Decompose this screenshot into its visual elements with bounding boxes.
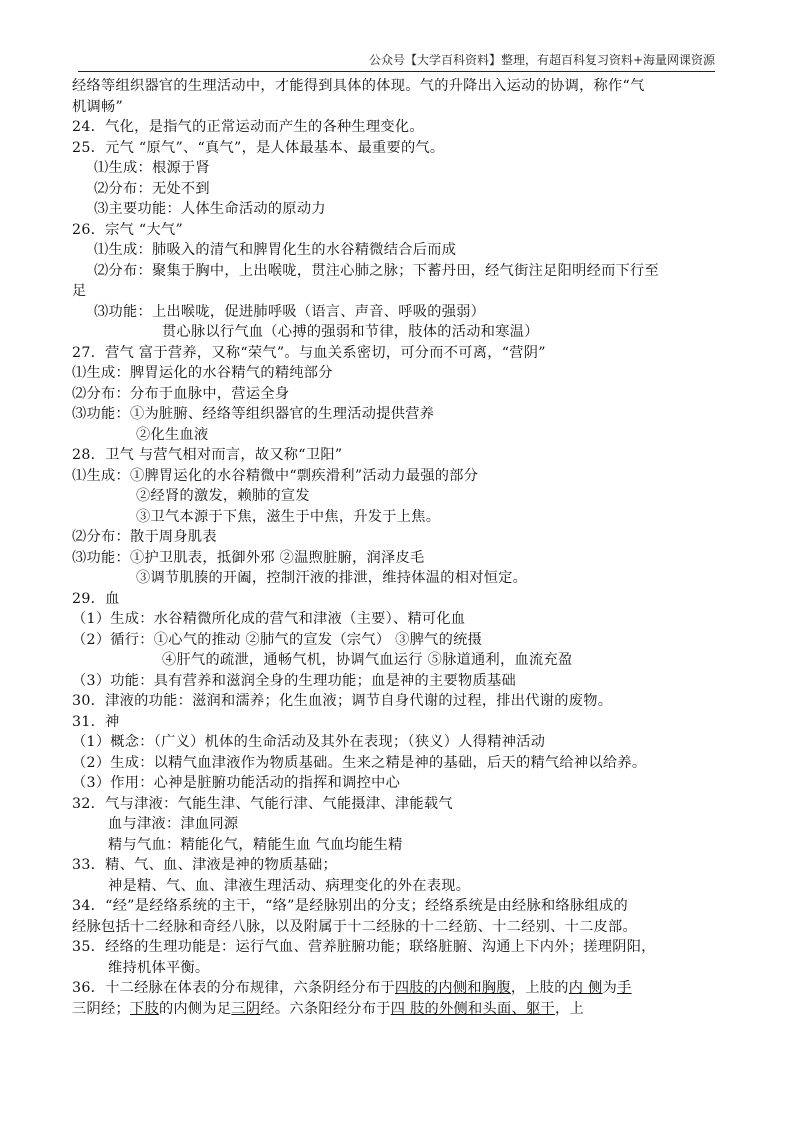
page-header <box>78 52 715 72</box>
item-31: 31．神 <box>72 713 120 730</box>
document-body <box>72 76 720 1019</box>
text-line: 维持机体平衡。 <box>108 959 210 976</box>
item-26: 26．宗气 “大气” <box>72 221 184 238</box>
text-line: 血与津液：津血同源 <box>108 816 239 832</box>
fill-in-answer: 四肢的内侧和胸腹 <box>394 980 511 996</box>
text-line: 神是精、气、血、津液生理活动、病理变化的外在表现。 <box>108 877 471 894</box>
item-27: 27．营气 富于营养，又称“荣气”。与血关系密切，可分而不可离，“营阴” <box>72 344 546 361</box>
item-32: 32．气与津液：气能生津、气能行津、气能摄津、津能载气 <box>72 795 453 812</box>
item-34: 34．“经”是经络系统的主干，“络”是经脉别出的分支；经络系统是由经脉和络脉组成的 <box>72 898 628 914</box>
item-33: 33．精、气、血、津液是神的物质基础； <box>72 857 337 873</box>
item-30: 30．津液的功能：滋润和濡养；化生血液；调节自身代谢的过程，排出代谢的废物。 <box>72 693 613 709</box>
text-line: 贯心脉以行气血（心搏的强弱和节律，肢体的活动和寒温） <box>162 324 539 340</box>
item-25: 25．元气 “原气”、“真气”，是人体最基本、最重要的气。 <box>72 139 445 156</box>
fill-in-answer: 四 肢的外侧和头面、躯干 <box>390 1000 555 1017</box>
text-segment: 的内侧为足 <box>158 1000 232 1017</box>
text-line: ②经肾的激发，赖肺的宣发 <box>136 488 310 504</box>
item-36 <box>72 978 720 999</box>
text-line: ⑶功能：上出喉咙，促进肺呼吸（语言、声音、呼吸的强弱） <box>94 303 486 320</box>
text-line: ⑴生成：①脾胃运化的水谷精微中“剽疾滑利”活动力最强的部分 <box>72 467 479 484</box>
text-line: 经络等组织器官的生理活动中，才能得到具体的体现。气的升降出入运动的协调，称作“气 <box>72 78 645 94</box>
text-segment: 为 <box>602 980 618 996</box>
text-segment: ，上肢的 <box>510 980 569 996</box>
text-line: ②化生血液 <box>136 426 209 443</box>
text-line: 机调畅” <box>72 98 124 115</box>
text-segment: 三阴经； <box>72 1000 130 1017</box>
text-line: ⑴生成：肺吸入的清气和脾胃化生的水谷精微结合后而成 <box>94 242 457 258</box>
text-line: （2）循行：①心气的推动 ②肺气的宣发（宗气） ③脾气的统摄 <box>72 631 483 648</box>
item-35: 35．经络的生理功能是：运行气血、营养脏腑功能；联络脏腑、沟通上下内外；搓理阴阳， <box>72 939 656 955</box>
text-line: ⑴生成：根源于肾 <box>94 160 210 176</box>
text-line: ⑶功能：①为脏腑、经络等组织器官的生理活动提供营养 <box>72 406 435 422</box>
text-line: （3）作用：心神是脏腑功能活动的指挥和调控中心 <box>72 775 401 791</box>
text-line: ⑵分布：散于周身肌表 <box>72 529 217 545</box>
text-segment: ，上 <box>554 1000 584 1017</box>
text-line: ③调节肌腠的开阖，控制汗液的排泄，维持体温的相对恒定。 <box>136 570 528 586</box>
text-line: （1）生成：水谷精微所化成的营气和津液（主要）、精可化血 <box>72 611 466 627</box>
text-segment: 36．十二经脉在体表的分布规律，六条阴经分布于 <box>72 980 395 996</box>
text-line: ⑵分布：聚集于胸中，上出喉咙，贯注心肺之脉；下蓄丹田，经气街注足阳明经而下行至 <box>94 262 660 279</box>
text-line: 经脉包括十二经脉和奇经八脉，以及附属于十二经脉的十二经筋、十二经别、十二皮部。 <box>72 918 638 935</box>
text-segment: 经。六条阳经分布于 <box>260 1000 391 1017</box>
text-line: 足 <box>72 283 87 299</box>
fill-in-answer: 手 <box>617 980 632 996</box>
item-24: 24．气化，是指气的正常运动而产生的各种生理变化。 <box>72 119 424 135</box>
text-line: 精与气血：精能化气，精能生血 气血均能生精 <box>108 836 403 853</box>
text-line: ③卫气本源于下焦，滋生于中焦，升发于上焦。 <box>136 508 441 525</box>
text-line: ④肝气的疏泄，通畅气机，协调气血运行 ⑤脉道通利，血流充盈 <box>162 652 573 668</box>
text-line: ⑶功能：①护卫肌表，抵御外邪 ②温煦脏腑，润泽皮毛 <box>72 549 425 566</box>
text-line: ⑵分布：无处不到 <box>94 180 210 197</box>
text-line: ⑵分布：分布于血脉中，营运全身 <box>72 385 290 402</box>
item-28: 28．卫气 与营气相对而言，故又称“卫阳” <box>72 447 343 463</box>
fill-in-answer: 内 侧 <box>568 980 603 996</box>
text-line: （3）功能：具有营养和滋润全身的生理功能；血是神的主要物质基础 <box>72 672 516 689</box>
fill-in-answer: 三阴 <box>231 1000 261 1017</box>
text-line: （1）概念：（广义）机体的生命活动及其外在表现；（狭义）人得精神活动 <box>72 734 546 750</box>
text-line: （2）生成：以精气血津液作为物质基础。生来之精是神的基础，后天的精气给神以给养。 <box>72 754 647 771</box>
text-line: ⑶主要功能：人体生命活动的原动力 <box>94 201 326 217</box>
text-line <box>72 999 720 1020</box>
fill-in-answer: 下肢 <box>129 1000 159 1017</box>
item-29: 29．血 <box>72 590 120 607</box>
header-text: 公众号【大学百科资料】整理，有超百科复习资料+海量网课资源 <box>368 53 715 67</box>
text-line: ⑴生成：脾胃运化的水谷精气的精纯部分 <box>72 365 333 381</box>
